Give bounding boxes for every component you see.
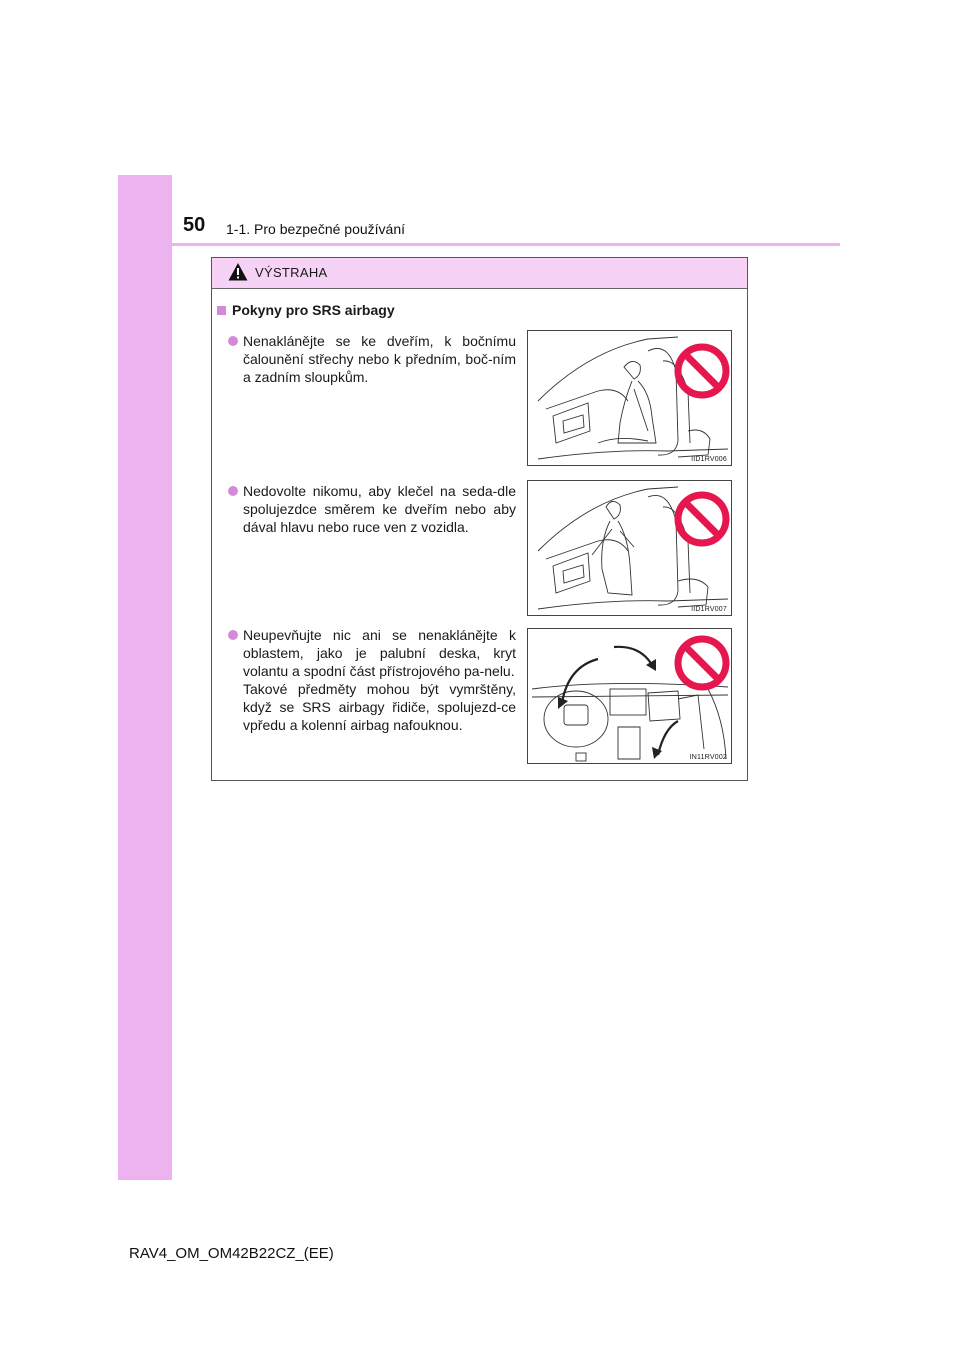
warning-item-text: Nedovolte nikomu, aby klečel na seda-dle spolujezdce směrem ke dveřím nebo aby dával hlavu nebo ruce ven z vozidla. (243, 483, 516, 535)
prohibition-icon (672, 489, 732, 549)
warning-title: VÝSTRAHA (255, 265, 328, 280)
header-rule (118, 243, 840, 246)
round-bullet-icon (228, 486, 238, 496)
section-title: 1-1. Pro bezpečné používání (226, 221, 406, 237)
round-bullet-icon (228, 336, 238, 346)
prohibition-icon (672, 341, 732, 401)
footer-code: RAV4_OM_OM42B22CZ_(EE) (129, 1245, 334, 1262)
square-bullet-icon (217, 306, 226, 315)
figure-kneeling-on-seat (527, 480, 732, 616)
side-color-band (118, 175, 172, 1180)
figure-dashboard-objects (527, 628, 732, 764)
figure-code: IID1RV006 (691, 456, 727, 463)
subsection-title: Pokyny pro SRS airbagy (232, 302, 395, 318)
warning-item-text: Nenaklánějte se ke dveřím, k bočnímu čalounění střechy nebo k předním, boč-ním a zadním sloupkům. (243, 333, 516, 385)
prohibition-icon (672, 633, 732, 693)
figure-code: IN11RV002 (689, 754, 727, 761)
warning-item-note: Takové předměty mohou být vymrštěny, když se SRS airbagy řidiče, spolujezd-ce vpředu a kolenní airbag nafouknou. (243, 681, 516, 733)
figure-leaning-on-door (527, 330, 732, 466)
warning-box (211, 257, 748, 781)
figure-code: IID1RV007 (691, 606, 727, 613)
warning-item (228, 482, 516, 536)
page-number: 50 (183, 214, 206, 236)
warning-item (228, 332, 516, 386)
warning-item-text: Neupevňujte nic ani se nenaklánějte k oblastem, jako je palubní deska, kryt volantu a spodní část přístrojového pa-nelu. (243, 627, 516, 679)
warning-triangle-icon (228, 262, 248, 282)
round-bullet-icon (228, 630, 238, 640)
warning-header (212, 258, 747, 289)
subsection-heading (217, 302, 395, 318)
warning-item (228, 626, 516, 734)
